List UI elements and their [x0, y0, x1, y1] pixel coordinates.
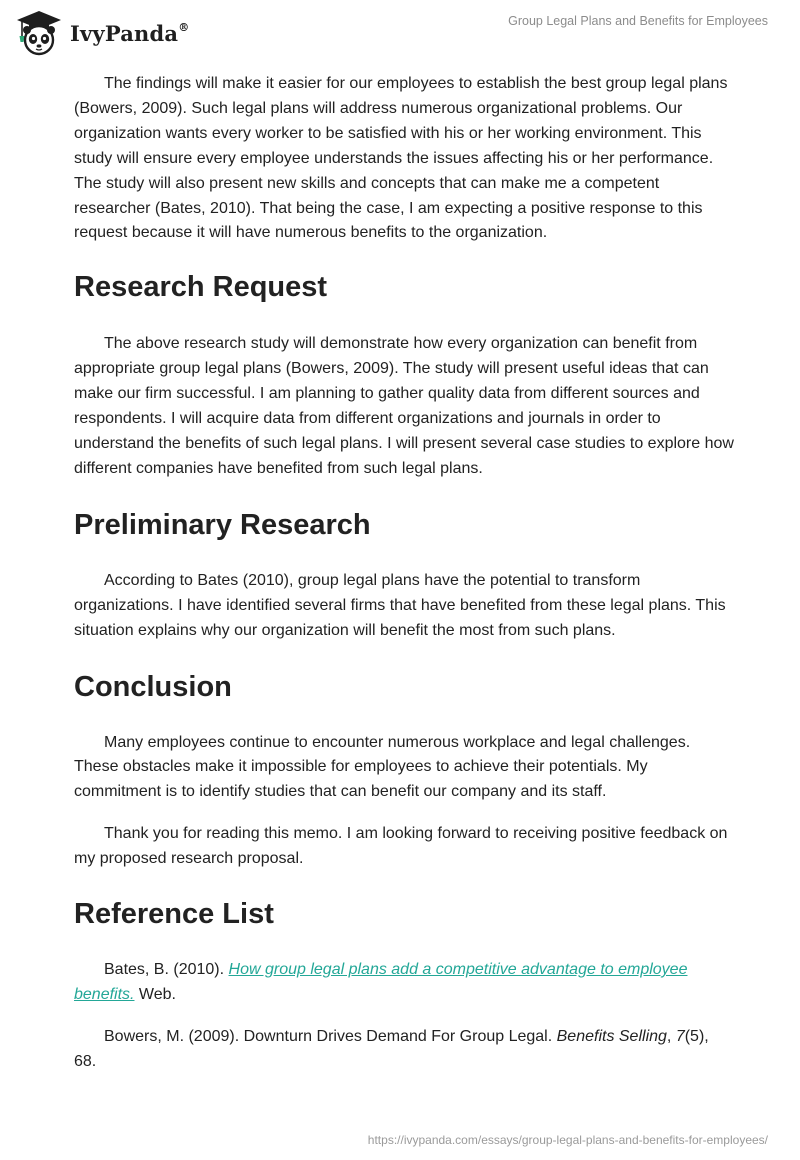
section-heading-preliminary-research: Preliminary Research [74, 508, 371, 541]
reference-author: Bates, B. (2010). [104, 961, 229, 979]
intro-paragraph: The findings will make it easier for our employees to establish the best group legal plans (Bowers, 2009). Such legal plans will address numerous organizational problems. Our organization wants every worker to be satisfied with his or her working environment. This study will ensure every employee understands the issues affecting his or her performance. The study will also present new skills and concepts that can make me a competent researcher (Bates, 2010). That being the case, I am expecting a positive response to this request because it will have numerous benefits to the organization. [74, 75, 728, 242]
section-heading-research-request: Research Request [74, 271, 328, 304]
reference-link[interactable]: How group legal plans add a competitive advantage to employee benefits. [74, 961, 688, 1003]
page-header [0, 0, 800, 60]
reference-volume: 7 [675, 1027, 685, 1045]
document-title: Group Legal Plans and Benefits for Employees [508, 14, 768, 28]
footer-source-url[interactable]: https://ivypanda.com/essays/group-legal-plans-and-benefits-for-employees/ [367, 1133, 768, 1147]
section-heading-conclusion: Conclusion [74, 670, 232, 703]
essay-content [74, 72, 734, 1075]
brand-name: IvyPanda® [70, 20, 190, 46]
panda-graduate-icon [14, 8, 64, 58]
brand-logo[interactable] [14, 8, 189, 58]
reference-suffix: Web. [134, 985, 176, 1003]
reference-pages: (5), 68. [74, 1027, 709, 1070]
reference-author: Bowers, M. (2009). Downturn Drives Demand For Group Legal. [104, 1027, 557, 1045]
reference-item [74, 1025, 734, 1075]
reference-journal: Benefits Selling [556, 1027, 667, 1045]
reference-separator: , [666, 1027, 676, 1045]
reference-item [74, 958, 734, 1008]
section-heading-reference-list: Reference List [74, 898, 274, 931]
conclusion-paragraph-1: Many employees continue to encounter numerous workplace and legal challenges. These obstacles make it impossible for employees to achieve their potentials. My commitment is to identify studies that can benefit our company and its staff. [74, 733, 691, 801]
research-request-paragraph: The above research study will demonstrate how every organization can benefit from appropriate group legal plans (Bowers, 2009). The study will present useful ideas that can make our firm successful. I am planning to gather quality data from different sources and respondents. I will acquire data from different organizations and journals in order to understand the benefits of such legal plans. I will present several case studies to explore how different companies have benefited from such legal plans. [74, 335, 734, 477]
preliminary-research-paragraph: According to Bates (2010), group legal plans have the potential to transform organizations. I have identified several firms that have benefited from these legal plans. This situation explains why our organization will benefit the most from such plans. [74, 571, 726, 639]
conclusion-paragraph-2: Thank you for reading this memo. I am looking forward to receiving positive feedback on my proposed research proposal. [74, 825, 728, 868]
